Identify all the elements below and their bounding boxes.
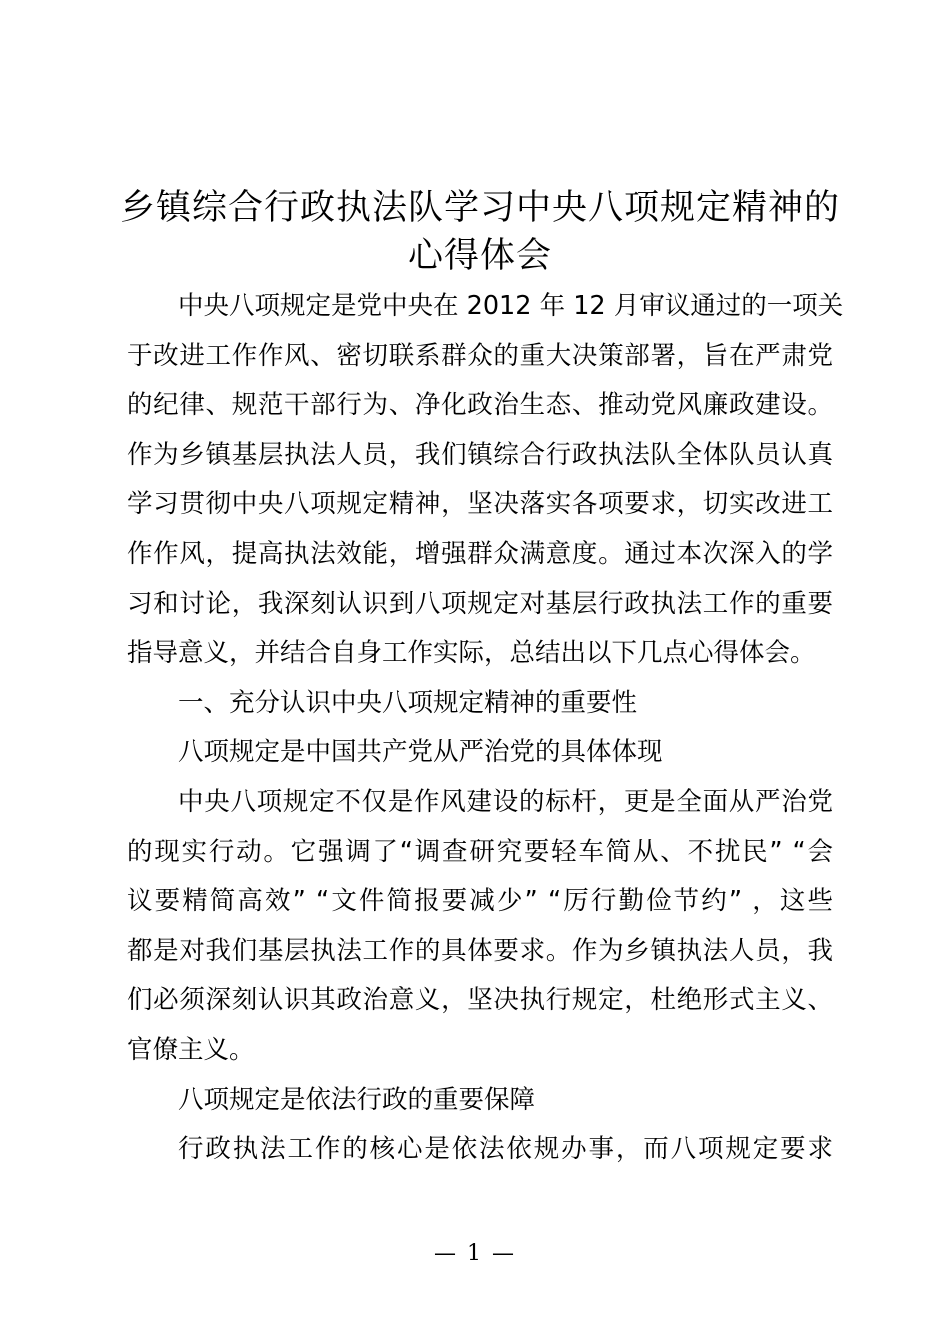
document-body	[127, 282, 844, 1175]
title-line-1: 乡镇综合行政执法队学习中央八项规定精神的	[119, 188, 840, 228]
paragraph-2-line-4: 都是对我们基层执法工作的具体要求。作为乡镇执法人员，我	[127, 935, 833, 966]
subheading-1: 八项规定是中国共产党从严治党的具体体现	[178, 737, 663, 768]
section-heading-1: 一、充分认识中央八项规定精神的重要性	[178, 687, 638, 718]
paragraph-1-line-1: 中央八项规定是党中央在 2012 年 12 月审议通过的一项关	[178, 291, 844, 321]
paragraph-1-line-7: 习和讨论，我深刻认识到八项规定对基层行政执法工作的重要	[127, 588, 833, 619]
title-line-2: 心得体会	[407, 236, 552, 276]
paragraph-1-line-2: 于改进工作作风、密切联系群众的重大决策部署，旨在严肃党	[127, 340, 833, 371]
paragraph-1-line-3: 的纪律、规范干部行为、净化政治生态、推动党风廉政建设。	[127, 390, 833, 421]
paragraph-1-line-6: 作作风，提高执法效能，增强群众满意度。通过本次深入的学	[127, 538, 833, 569]
paragraph-2-line-2: 的现实行动。它强调了“调查研究要轻车简从、不扰民” “会	[127, 836, 833, 867]
paragraph-2-line-3: 议要精简高效” “文件简报要减少” “厉行勤俭节约” ，这些	[127, 886, 833, 917]
paragraph-2-line-5: 们必须深刻认识其政治意义，坚决执行规定，杜绝形式主义、	[127, 985, 833, 1016]
paragraph-2-line-1: 中央八项规定不仅是作风建设的标杆，更是全面从严治党	[178, 786, 833, 817]
paragraph-1-line-8: 指导意义，并结合自身工作实际，总结出以下几点心得体会。	[127, 638, 816, 669]
subheading-2: 八项规定是依法行政的重要保障	[178, 1084, 536, 1115]
page-number: — 1 —	[434, 1241, 516, 1266]
paragraph-1-line-5: 学习贯彻中央八项规定精神，坚决落实各项要求，切实改进工	[127, 489, 833, 520]
document-title	[100, 184, 860, 280]
paragraph-3-line-1: 行政执法工作的核心是依法依规办事，而八项规定要求	[178, 1134, 833, 1165]
paragraph-1-line-4: 作为乡镇基层执法人员，我们镇综合行政执法队全体队员认真	[127, 439, 833, 470]
paragraph-2-line-6: 官僚主义。	[127, 1034, 255, 1065]
